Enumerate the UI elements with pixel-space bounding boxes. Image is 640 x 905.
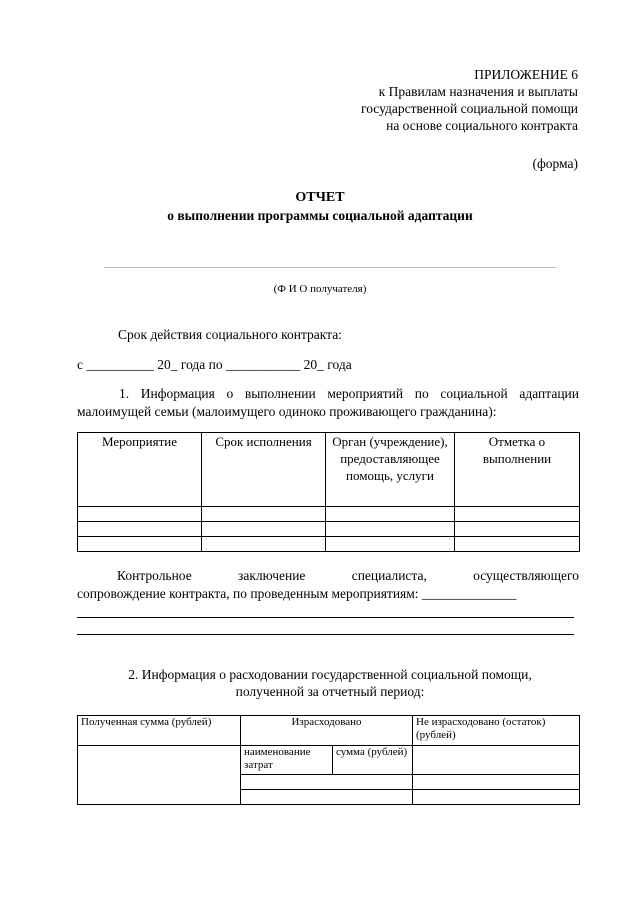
- table-cell[interactable]: [202, 537, 326, 552]
- table-cell[interactable]: [413, 790, 580, 805]
- activities-header-row: [78, 433, 580, 507]
- conclusion-word: осуществляющего: [473, 568, 579, 583]
- contract-term-dates: [77, 357, 352, 373]
- table-cell[interactable]: [78, 537, 202, 552]
- table-cell[interactable]: [326, 507, 455, 522]
- table-cell[interactable]: [202, 507, 326, 522]
- table-cell[interactable]: [455, 522, 580, 537]
- document-title: ОТЧЕТ: [295, 190, 345, 205]
- subheader-expense-sum: сумма (рублей): [333, 746, 413, 775]
- conclusion-word: заключение: [238, 568, 306, 583]
- table-cell[interactable]: [78, 522, 202, 537]
- section2-heading-line1: 2. Информация о расходовании государственной социальной помощи,: [128, 667, 532, 682]
- header-activity: Мероприятие: [78, 433, 202, 507]
- table-cell[interactable]: [326, 537, 455, 552]
- conclusion-blank-line[interactable]: [77, 634, 574, 635]
- table-cell[interactable]: [455, 507, 580, 522]
- expenditure-table: [77, 715, 580, 805]
- date-to-year: 20_ года: [303, 357, 352, 372]
- appendix-number: ПРИЛОЖЕНИЕ 6: [474, 67, 578, 82]
- date-to-field[interactable]: ___________: [226, 357, 301, 372]
- document-subtitle: о выполнении программы социальной адаптации: [167, 208, 473, 223]
- conclusion-line1: [77, 568, 579, 584]
- subheader-expense-name: наименование затрат: [241, 746, 333, 775]
- table-row: [78, 537, 580, 552]
- table-cell[interactable]: [202, 522, 326, 537]
- contract-term-label: Срок действия социального контракта:: [118, 327, 342, 342]
- section2-heading-line2: полученной за отчетный период:: [235, 684, 425, 699]
- header-spent: Израсходовано: [241, 716, 413, 746]
- appendix-line-3: государственной социальной помощи: [361, 101, 578, 116]
- table-cell[interactable]: [326, 522, 455, 537]
- received-amount-cell[interactable]: [78, 746, 241, 805]
- header-remaining: Не израсходовано (остаток) (рублей): [413, 716, 580, 746]
- header-deadline: Срок исполнения: [202, 433, 326, 507]
- section1-heading-line1: 1. Информация о выполнении мероприятий по социальной адаптации: [119, 386, 579, 401]
- recipient-name-caption: (Ф И О получателя): [273, 283, 367, 295]
- table-cell[interactable]: [413, 775, 580, 790]
- activities-table: [77, 432, 580, 552]
- section1-heading-line2: малоимущей семьи (малоимущего одиноко проживающего гражданина):: [77, 404, 497, 419]
- appendix-line-4: на основе социального контракта: [386, 118, 578, 133]
- expenditure-header-row: [78, 716, 580, 746]
- form-label: (форма): [532, 156, 578, 171]
- table-cell[interactable]: [241, 775, 413, 790]
- header-completion-mark: Отметка о выполнении: [455, 433, 580, 507]
- recipient-name-line[interactable]: [104, 267, 556, 268]
- expenditure-subheader-row: [78, 746, 580, 775]
- conclusion-word: специалиста,: [351, 568, 427, 583]
- conclusion-word: Контрольное: [117, 568, 192, 583]
- table-cell[interactable]: [455, 537, 580, 552]
- table-cell[interactable]: [413, 746, 580, 775]
- table-cell[interactable]: [78, 507, 202, 522]
- header-received-amount: Полученная сумма (рублей): [78, 716, 241, 746]
- conclusion-line2: сопровождение контракта, по проведенным мероприятиям: ______________: [77, 586, 517, 601]
- table-row: [78, 507, 580, 522]
- header-organization: Орган (учреждение), предоставляющее помощь, услуги: [326, 433, 455, 507]
- table-row: [78, 522, 580, 537]
- date-from-prefix: с: [77, 357, 83, 372]
- appendix-header: [361, 66, 578, 134]
- table-cell[interactable]: [241, 790, 413, 805]
- date-from-field[interactable]: __________: [86, 357, 154, 372]
- conclusion-blank-line[interactable]: [77, 617, 574, 618]
- appendix-line-2: к Правилам назначения и выплаты: [378, 84, 578, 99]
- date-from-year: 20_ года по: [157, 357, 223, 372]
